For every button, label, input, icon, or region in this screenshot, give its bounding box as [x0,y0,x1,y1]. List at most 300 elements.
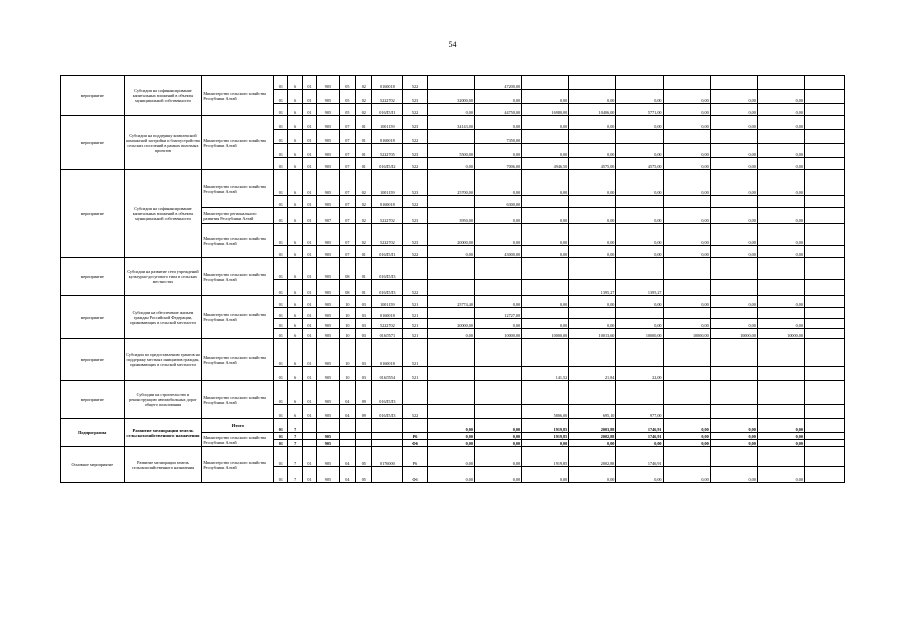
code-cell: 01 [274,104,288,116]
code-cell: 05 [356,467,372,483]
code-cell: 10 [339,319,355,329]
code-cell: 07 [339,158,355,170]
code-cell: 01 [302,116,316,130]
amount-cell: 0,00 [616,440,663,447]
item-name-cell: Субсидии по предоставлению грантов на поддержку местных инициатив граждан, проживающих в сельской местности [124,339,202,381]
code-cell: 905 [317,447,340,467]
code-cell: 7 [288,433,302,440]
amount-cell: 0,00 [757,208,804,224]
code-cell: 1001159 [372,170,403,196]
code-cell: 07 [339,224,355,246]
code-cell [302,433,316,440]
amount-cell [663,258,710,280]
code-cell: 523 [403,224,428,246]
amount-cell [616,339,663,367]
code-cell: 02 [356,90,372,104]
amount-cell: 1746,91 [616,419,663,433]
code-cell: 521 [403,308,428,319]
empty-cell [804,440,844,447]
item-name-cell: Субсидии на строительство и реконструкцию автомобильных дорог общего пользования [124,381,202,419]
code-cell: 01 [274,170,288,196]
amount-cell: 0,00 [757,296,804,308]
amount-cell [522,76,569,90]
code-cell: 6 [288,104,302,116]
amount-cell: 0,00 [710,224,757,246]
code-cell: 016Л5Л1 [372,104,403,116]
code-cell: 01 [302,339,316,367]
code-cell: 08 [339,280,355,296]
empty-cell [804,367,844,381]
amount-cell [663,339,710,367]
code-cell: 01 [302,405,316,419]
amount-cell: 0,00 [427,433,474,440]
amount-cell: 0,00 [663,158,710,170]
table-row [61,76,845,90]
amount-cell: 0,00 [757,144,804,158]
code-cell: 07 [339,246,355,258]
row-type-cell: мероприятие [61,339,125,381]
executor-cell: Итого [202,419,274,433]
amount-cell: 0,00 [757,104,804,116]
code-cell: 6 [288,170,302,196]
amount-cell: 1746,91 [616,447,663,467]
table-row [61,419,845,433]
code-cell: 7 [288,447,302,467]
empty-cell [804,158,844,170]
amount-cell: 0,00 [616,296,663,308]
amount-cell: 6300,00 [474,196,521,208]
amount-cell: 34143,00 [427,116,474,130]
code-cell: 01 [274,90,288,104]
code-cell: 6 [288,280,302,296]
code-cell: 01 [274,329,288,339]
amount-cell [757,447,804,467]
code-cell: 05 [356,447,372,467]
amount-cell: 0,00 [474,296,521,308]
code-cell: 02 [356,208,372,224]
empty-cell [804,116,844,130]
code-cell: 01 [356,246,372,258]
amount-cell: 22,00 [616,367,663,381]
code-cell: 10 [339,329,355,339]
amount-cell [663,367,710,381]
empty-cell [804,339,844,367]
code-cell: 01 [302,170,316,196]
amount-cell: 0,00 [710,419,757,433]
amount-cell: 0,00 [522,296,569,308]
code-cell: 01 [302,76,316,90]
code-cell: 07 [339,116,355,130]
amount-cell: 0,00 [474,90,521,104]
amount-cell: 0,00 [757,319,804,329]
empty-cell [804,467,844,483]
code-cell: 905 [317,467,340,483]
code-cell [339,433,355,440]
amount-cell: 0,00 [663,224,710,246]
amount-cell: 0,00 [663,433,710,440]
code-cell: 03 [356,308,372,319]
table-row [61,170,845,196]
code-cell: 016Л5Л3 [372,258,403,280]
code-cell: 02 [356,170,372,196]
amount-cell: 0,00 [427,246,474,258]
empty-cell [804,224,844,246]
code-cell: 7 [288,440,302,447]
amount-cell: 0,00 [663,104,710,116]
empty-cell [804,308,844,319]
code-cell: 10 [339,296,355,308]
amount-cell: 0,00 [663,319,710,329]
amount-cell: 0,00 [616,90,663,104]
code-cell: 6 [288,208,302,224]
amount-cell: 0,00 [569,116,616,130]
amount-cell [710,258,757,280]
code-cell: 522 [403,158,428,170]
amount-cell: 25774,40 [427,296,474,308]
amount-cell: 2002,88 [569,433,616,440]
empty-cell [804,433,844,440]
empty-cell [804,447,844,467]
code-cell: 6 [288,339,302,367]
code-cell: 01 [274,246,288,258]
code-cell: 6 [288,405,302,419]
executor-cell: Министерство сельского хозяйства Республики Алтай [202,296,274,339]
amount-cell [474,339,521,367]
amount-cell [427,367,474,381]
empty-cell [804,90,844,104]
code-cell: 016Л5Л3 [372,405,403,419]
amount-cell: 10000,00 [663,329,710,339]
table-row [61,296,845,308]
code-cell: 522 [403,246,428,258]
row-type-cell: мероприятие [61,116,125,170]
item-name-cell: Развитие мелиорации земель сельскохозяйственного назначения [124,447,202,483]
code-cell: 6 [288,329,302,339]
amount-cell: 0,00 [757,467,804,483]
code-cell: 523 [403,208,428,224]
amount-cell [757,339,804,367]
amount-cell: 0,00 [569,467,616,483]
code-cell: 522 [403,130,428,144]
page-number: 54 [448,40,457,49]
code-cell: 905 [317,246,340,258]
amount-cell: 0,00 [757,246,804,258]
amount-cell: 0,00 [757,170,804,196]
code-cell: 6 [288,116,302,130]
code-cell: 07 [339,208,355,224]
code-cell: 10 [339,308,355,319]
amount-cell: 0,00 [757,433,804,440]
amount-cell: 0,00 [474,419,521,433]
amount-cell: 0,00 [569,246,616,258]
amount-cell: 4946,50 [522,158,569,170]
item-name-cell: Субсидии на софинансирование капитальных вложений в объекты муниципальной собственности [124,170,202,258]
row-type-cell: мероприятие [61,258,125,296]
empty-cell [804,196,844,208]
code-cell: 523 [403,144,428,158]
amount-cell: 0,00 [616,116,663,130]
executor-cell: Министерство регионального развития Республики Алтай [202,208,274,224]
amount-cell [663,405,710,419]
row-type-cell: мероприятие [61,296,125,339]
code-cell: 521 [403,296,428,308]
amount-cell [427,258,474,280]
code-cell: 09 [356,405,372,419]
amount-cell [757,258,804,280]
code-cell: Р6 [403,447,428,467]
code-cell: 01 [274,116,288,130]
empty-cell [804,170,844,196]
item-name-cell: Развитие мелиорации земель сельскохозяйственного назначения [124,419,202,447]
code-cell: 01 [274,158,288,170]
code-cell [372,433,403,440]
code-cell: 01 [302,447,316,467]
amount-cell: 2003,88 [569,419,616,433]
amount-cell: 12727,00 [474,308,521,319]
code-cell: 01 [302,296,316,308]
code-cell: 07 [339,196,355,208]
amount-cell: 25700,00 [427,170,474,196]
code-cell: 0160018 [372,196,403,208]
empty-cell [804,296,844,308]
code-cell: 5222705 [372,144,403,158]
amount-cell: 0,00 [710,433,757,440]
amount-cell: 20000,00 [427,224,474,246]
amount-cell: 0,00 [616,319,663,329]
amount-cell: 0,00 [710,467,757,483]
code-cell: 905 [317,319,340,329]
amount-cell [710,196,757,208]
amount-cell [427,196,474,208]
executor-cell: Министерство сельского хозяйства Республики Алтай [202,116,274,170]
code-cell: Ф6 [403,440,428,447]
code-cell: 01 [274,419,288,433]
empty-cell [804,208,844,224]
amount-cell: 0,00 [427,467,474,483]
amount-cell [569,196,616,208]
code-cell: 6 [288,308,302,319]
amount-cell [522,280,569,296]
amount-cell: 0,00 [569,319,616,329]
amount-cell [427,405,474,419]
amount-cell: 0,00 [427,419,474,433]
code-cell: 016Л5Л2 [372,158,403,170]
code-cell: 04 [339,381,355,405]
code-cell: 04 [339,405,355,419]
amount-cell: 32000,00 [427,90,474,104]
amount-cell: 4575,00 [616,158,663,170]
code-cell: Ф6 [403,467,428,483]
code-cell: 03 [356,296,372,308]
amount-cell: 0,00 [427,104,474,116]
code-cell: 01 [274,280,288,296]
budget-table [60,75,845,483]
amount-cell [616,381,663,405]
code-cell: 10 [339,367,355,381]
amount-cell [663,447,710,467]
amount-cell: 0,00 [710,144,757,158]
code-cell [372,467,403,483]
code-cell: 905 [317,258,340,280]
code-cell: 01 [302,90,316,104]
code-cell: 016Л571 [372,329,403,339]
amount-cell: 1919,85 [522,433,569,440]
code-cell: 01 [274,130,288,144]
code-cell: 01 [274,224,288,246]
amount-cell [569,381,616,405]
code-cell: 01 [302,144,316,158]
amount-cell: 0,00 [522,144,569,158]
code-cell: 10 [339,339,355,367]
code-cell: 03 [356,367,372,381]
code-cell [339,419,355,433]
code-cell: 523 [403,90,428,104]
code-cell: 01 [356,130,372,144]
amount-cell [757,381,804,405]
code-cell: 01 [302,381,316,405]
amount-cell [757,130,804,144]
amount-cell [710,447,757,467]
amount-cell [616,76,663,90]
amount-cell: 10000,00 [474,329,521,339]
code-cell: 01 [274,381,288,405]
amount-cell: 0,00 [522,467,569,483]
code-cell: 905 [317,367,340,381]
amount-cell: 10000,00 [757,329,804,339]
row-type-cell: мероприятие [61,381,125,419]
item-name-cell: Субсидии на обеспечение жильем граждан Российской Федерации, проживающих в сельской местности [124,296,202,339]
code-cell: 905 [317,405,340,419]
amount-cell: 0,00 [474,433,521,440]
amount-cell: 0,00 [522,440,569,447]
empty-cell [804,144,844,158]
amount-cell: 0,00 [710,440,757,447]
code-cell: 01 [356,158,372,170]
code-cell: 01 [274,308,288,319]
amount-cell: 0,00 [616,208,663,224]
code-cell: 6 [288,258,302,280]
code-cell: 6 [288,144,302,158]
amount-cell: 0,00 [663,440,710,447]
amount-cell: 0,00 [757,419,804,433]
code-cell: 523 [403,170,428,196]
code-cell [403,419,428,433]
amount-cell: 0,00 [522,90,569,104]
amount-cell: 0,00 [710,104,757,116]
code-cell [403,381,428,405]
amount-cell: 0,00 [474,144,521,158]
amount-cell: 0,00 [663,419,710,433]
code-cell [372,419,403,433]
code-cell: 03 [356,319,372,329]
amount-cell [757,280,804,296]
code-cell: 907 [317,208,340,224]
code-cell: 07 [339,130,355,144]
amount-cell [663,130,710,144]
amount-cell: 0,00 [710,208,757,224]
amount-cell [757,405,804,419]
amount-cell: 0,00 [474,170,521,196]
amount-cell: 0,00 [427,158,474,170]
amount-cell: 0,00 [474,440,521,447]
amount-cell: 0,00 [474,447,521,467]
amount-cell: 0,00 [710,319,757,329]
code-cell: 02 [356,196,372,208]
code-cell: 01 [274,319,288,329]
amount-cell: 0,00 [757,158,804,170]
code-cell: 01 [274,467,288,483]
amount-cell [663,280,710,296]
code-cell: 0176000 [372,447,403,467]
amount-cell: 0,00 [474,319,521,329]
code-cell: 905 [317,329,340,339]
amount-cell: 10000,00 [522,329,569,339]
amount-cell: 0,00 [569,144,616,158]
amount-cell [710,367,757,381]
amount-cell: 0,00 [427,329,474,339]
code-cell: 6 [288,76,302,90]
amount-cell: 0,00 [757,440,804,447]
amount-cell: 0,00 [663,467,710,483]
code-cell: 016Л5Л1 [372,246,403,258]
amount-cell: 10406,00 [569,104,616,116]
code-cell [356,419,372,433]
code-cell: 6 [288,224,302,246]
code-cell: 09 [356,381,372,405]
code-cell [339,440,355,447]
code-cell: 016Л5Л3 [372,381,403,405]
amount-cell [616,196,663,208]
code-cell: 1001159 [372,296,403,308]
amount-cell: 7350,00 [474,130,521,144]
amount-cell: 0,00 [663,296,710,308]
amount-cell: 20000,00 [427,319,474,329]
amount-cell: 0,00 [522,224,569,246]
amount-cell: 10013,60 [569,329,616,339]
amount-cell [474,280,521,296]
code-cell: 905 [317,308,340,319]
amount-cell [757,308,804,319]
code-cell: 04 [339,447,355,467]
code-cell: 905 [317,224,340,246]
code-cell: 7 [288,467,302,483]
amount-cell [427,76,474,90]
code-cell: 01 [356,144,372,158]
code-cell: 01 [356,280,372,296]
amount-cell: 0,00 [569,90,616,104]
code-cell: 905 [317,440,340,447]
code-cell: 905 [317,90,340,104]
amount-cell: 0,00 [616,144,663,158]
code-cell: 01 [274,440,288,447]
amount-cell: 43000,00 [474,246,521,258]
code-cell: 6 [288,246,302,258]
code-cell: 01 [274,447,288,467]
amount-cell [569,308,616,319]
code-cell: 016Л554 [372,367,403,381]
code-cell: 5222702 [372,90,403,104]
amount-cell [427,280,474,296]
amount-cell: 1919,85 [522,419,569,433]
code-cell: 04 [339,467,355,483]
row-type-cell: мероприятие [61,170,125,258]
code-cell: 6 [288,367,302,381]
code-cell: 6 [288,319,302,329]
amount-cell: 0,00 [474,208,521,224]
code-cell: 05 [339,76,355,90]
amount-cell: 0,00 [474,116,521,130]
amount-cell [757,196,804,208]
